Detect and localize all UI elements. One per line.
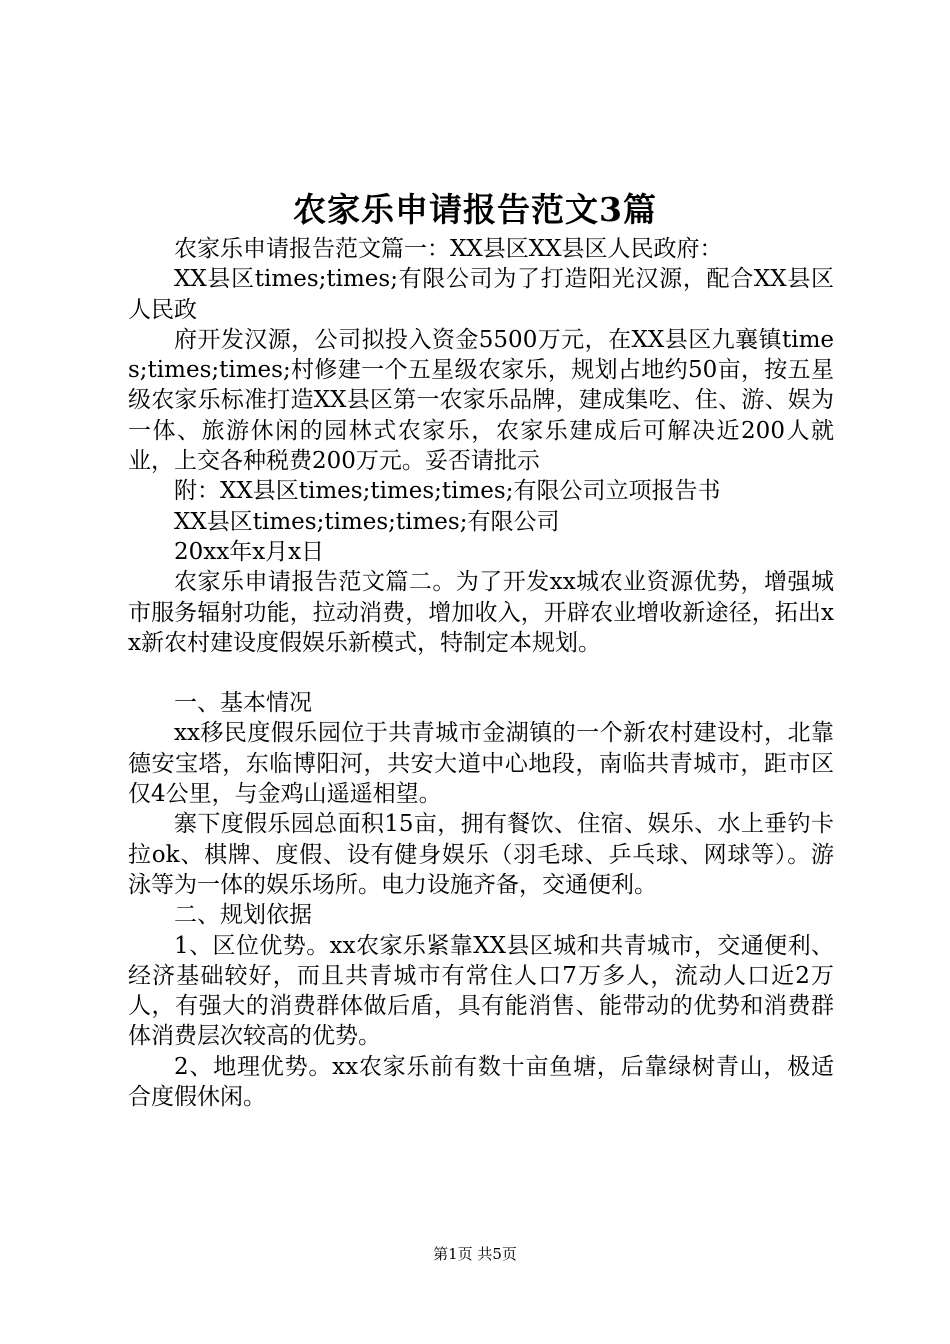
paragraph: XX县区times;times;有限公司为了打造阳光汉源，配合XX县区人民政 — [128, 266, 834, 323]
paragraph: 附：XX县区times;times;times;有限公司立项报告书 — [174, 478, 721, 505]
paragraph: 府开发汉源，公司拟投入资金5500万元，在XX县区九襄镇times;times;times;村修建一个五星级农家乐，规划占地约50亩，按五星级农家乐标准打造XX县区第一农家乐品牌，建成集吃、住、游、娱为一体、旅游休闲的园林式农家乐，农家乐建成后可解决近200人就业，上交各种税费200万元。妥否请批示 — [128, 326, 834, 475]
document-body — [128, 234, 834, 1112]
page-number-footer: 第1页 共5页 — [433, 1245, 517, 1263]
paragraph: 农家乐申请报告范文篇一：XX县区XX县区人民政府： — [174, 236, 723, 262]
paragraph: 1、区位优势。xx农家乐紧靠XX县区城和共青城市，交通便利、经济基础较好，而且共青城市有常住人口7万多人，流动人口近2万人，有强大的消费群体做后盾，具有能消售、能带动的优势和消费群体消费层次较高的优势。 — [128, 932, 834, 1050]
paragraph: 寨下度假乐园总面积15亩，拥有餐饮、住宿、娱乐、水上垂钓卡拉ok、棋牌、度假、设有健身娱乐（羽毛球、乒乓球、网球等）。游泳等为一体的娱乐场所。电力设施齐备，交通便利。 — [128, 811, 834, 898]
paragraph: 20xx年x月x日 — [174, 538, 325, 565]
paragraph: 2、地理优势。xx农家乐前有数十亩鱼塘，后靠绿树青山，极适合度假休闲。 — [128, 1053, 834, 1111]
section-heading: 一、基本情况 — [174, 690, 312, 717]
section-heading: 二、规划依据 — [174, 902, 312, 929]
paragraph: xx移民度假乐园位于共青城市金湖镇的一个新农村建设村，北靠德安宝塔，东临博阳河，共安大道中心地段，南临共青城市，距市区仅4公里，与金鸡山遥遥相望。 — [128, 720, 834, 808]
paragraph: 农家乐申请报告范文篇二。为了开发xx城农业资源优势，增强城市服务辐射功能，拉动消费，增加收入，开辟农业增收新途径，拓出xx新农村建设度假娱乐新模式，特制定本规划。 — [128, 569, 834, 656]
paragraph: XX县区times;times;times;有限公司 — [174, 508, 560, 535]
page-title: 农家乐申请报告范文3篇 — [293, 190, 657, 229]
